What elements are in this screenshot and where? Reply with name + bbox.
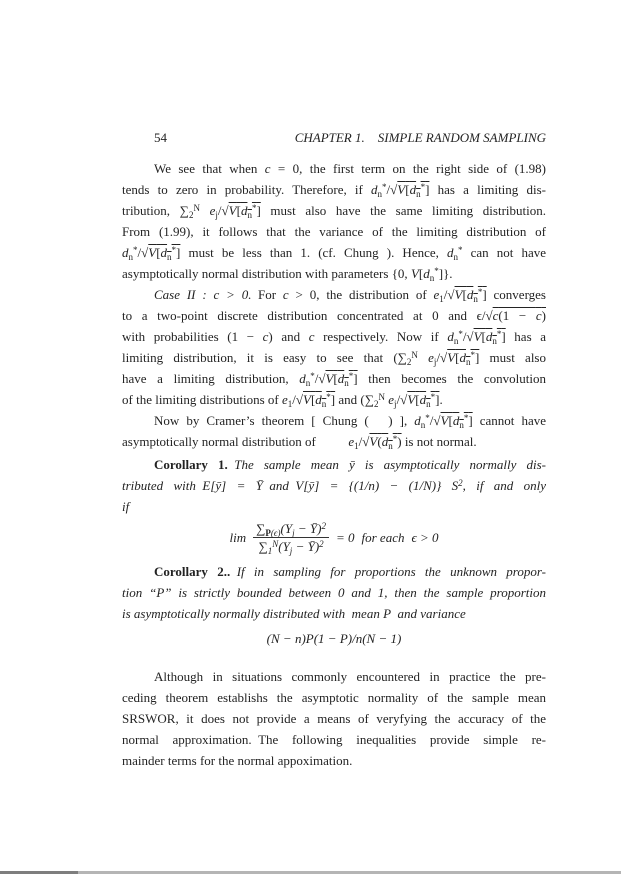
horizontal-scrollbar[interactable] [0, 871, 621, 874]
body-line: asymptotically normal distribution with parameters {0, $V[d_n^*]$}. [122, 266, 453, 283]
lim-operator: lim [229, 529, 247, 545]
body-line: tribution, $\sum_2^N$ $e_j/√V[d_n^*]$ must also have the same limiting distribution. [122, 203, 547, 220]
corollary1-display-formula [122, 520, 546, 555]
page-number: 54 [154, 130, 167, 145]
body-line: limiting distribution, it is easy to see that ($\sum_2^N$ $e_j/√V[d_n^*]$ must also [122, 350, 546, 367]
body-line: From (1.99), it follows that the variance of the limiting distribution of [122, 224, 546, 239]
body-line: ceding theorem establishs the asymptotic normality of the sample mean [122, 690, 546, 705]
body-line: Although in situations commonly encountered in practice the pre- [154, 669, 546, 684]
corollary2-display-formula: (N − n)P(1 − P)/n(N − 1) [266, 631, 402, 646]
body-line: normal approximation. The following inequalities provide simple re- [122, 732, 546, 747]
formula-qualifier: for each [361, 529, 405, 545]
formula-equals: = 0 [335, 529, 355, 545]
corollary-line: Corollary 2.. If in sampling for proportions the unknown propor- [154, 564, 546, 579]
fraction-numerator: $\sum_{P(\epsilon)}(Y_j$ − Ȳ)$^2$ [253, 520, 329, 538]
chapter-title: CHAPTER 1. SIMPLE RANDOM SAMPLING [294, 130, 546, 145]
document-page [122, 130, 546, 771]
corollary-1 [122, 454, 546, 555]
paragraph-4 [122, 666, 546, 771]
body-line: to a two-point discrete distribution concentrated at 0 and ϵ/√c(1 − c) [122, 308, 546, 323]
corollary-2 [122, 561, 546, 649]
formula-condition: ϵ > 0 [411, 529, 439, 545]
fraction [253, 520, 329, 555]
paragraph-2 [122, 284, 546, 410]
running-header [122, 130, 546, 146]
body-line: have a limiting distribution, $d_n^*/√V[d_n^*]$ then becomes the convolution [122, 371, 546, 388]
body-line: We see that when c = 0, the first term on the right side of (1.98) [154, 161, 546, 176]
corollary-line: tributed with E[ȳ] = Ȳ and V[ȳ] = {(1/n) − (1/N)} $S^2$, if and only [122, 478, 547, 493]
corollary-line: is asymptotically normally distributed with mean P and variance [122, 606, 466, 621]
body-line: Case II : c > 0. For c > 0, the distribution of $e_1/√V[d_n^*]$ converges [154, 287, 546, 304]
paragraph-1 [122, 158, 546, 284]
corollary-line: if [122, 499, 130, 514]
body-line: SRSWOR, it does not provide a means of veryfying the accuracy of the [122, 711, 546, 726]
body-line: of the limiting distributions of $e_1/√V[d_n^*]$ and ($\sum_2^N$ $e_j/√V[d_n^*]$. [122, 392, 443, 409]
body-line: mainder terms for the normal appoximation. [122, 753, 353, 768]
horizontal-scrollbar-thumb[interactable] [0, 871, 78, 874]
body-line: Now by Cramer’s theorem [ Chung ( ) ], $d_n^*/√V[d_n^*]$ cannot have [154, 413, 546, 430]
fraction-denominator: $\sum_1^N(Y_j$ − Ȳ)$^2$ [258, 539, 324, 556]
body-line: with probabilities (1 − c) and c respectively. Now if $d_n^*/√V[d_n^*]$ has a [122, 329, 546, 346]
body-line: $d_n^*/√V[d_n^*]$ must be less than 1. (cf. Chung ). Hence, $d_n^*$ can not have [122, 245, 547, 262]
corollary-line: tion “P” is strictly bounded between 0 and 1, then the sample proportion [122, 585, 546, 600]
body-line: tends to zero in probability. Therefore, if $d_n^*/√V[d_n^*]$ has a limiting dis- [122, 182, 546, 199]
corollary-line: Corollary 1. The sample mean ȳ is asymptotically normally dis- [154, 457, 546, 472]
paragraph-3 [122, 410, 546, 452]
body-line: asymptotically normal distribution of $e_1/√V(d_n^*)$ is not normal. [122, 434, 477, 451]
